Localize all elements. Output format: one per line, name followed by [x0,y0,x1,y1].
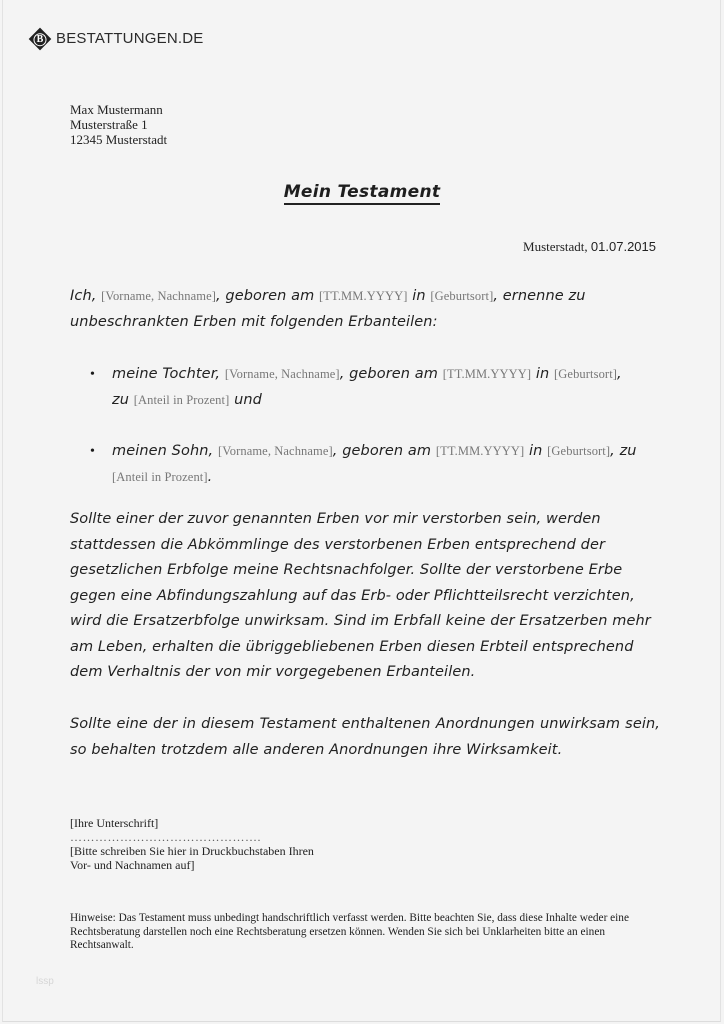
heir-text: , [617,366,622,382]
intro-text: Ich, [70,288,97,304]
bullet-icon: • [90,367,95,382]
placeholder-birthplace: [Geburtsort] [430,289,494,303]
signature-label: [Ihre Unterschrift] [70,816,159,830]
date-line [523,239,656,255]
document-title: Mein Testament [284,182,441,205]
sender-street: Musterstraße 1 [70,117,148,132]
placeholder-birthdate: [TT.MM.YYYY] [442,367,532,381]
date-value: 01.07.2015 [590,239,656,254]
placeholder-name: [Vorname, Nachname] [217,444,333,458]
intro-text: , ernenne zu unbeschrankten Erben mit folgenden Erbanteilen: [70,288,586,330]
placeholder-share: [Anteil in Prozent] [112,469,208,484]
intro-text: in [412,288,426,304]
heir-text: zu [112,391,130,408]
placeholder-birthplace: [Geburtsort] [547,444,611,458]
diamond-logo-icon: B [29,27,52,50]
placeholder-name: [Vorname, Nachname] [224,367,340,381]
brand-name: BESTATTUNGEN.DE [56,30,204,47]
signature-line: ………………………………………. [70,830,261,844]
brand-logo [32,30,203,47]
placeholder-name: [Vorname, Nachname] [101,289,216,303]
heir-list-item [90,439,660,490]
intro-paragraph [70,284,660,335]
heir-text: , geboren am [339,366,438,382]
placeholder-share: [Anteil in Prozent] [133,392,230,407]
document-title-wrap [0,182,724,202]
heir-text: , zu [610,443,637,459]
sender-address [70,102,167,147]
print-name-instruction-2: Vor- und Nachnamen auf] [70,858,195,872]
heir-text: in [529,443,543,459]
severability-paragraph: Sollte eine der in diesem Testament enthaltenen Anordnungen unwirksam sein, so behalten trotzdem alle anderen Anordnungen ihre Wirksamkeit. [70,716,660,758]
heir-text: , geboren am [332,443,432,459]
substitution-paragraph: Sollte einer der zuvor genannten Erben vor mir verstorben sein, werden stattdessen die Abkömmlinge des verstorbenen Erben entsprechend der gesetzlichen Erbfolge meine Rechtsnachfolger. Sollte der verstorbene Erbe gegen eine Abfindungszahlung auf das Erb- oder Pflichtteilsrecht verzichten, wird die Ersatzerbfolge unwirksam. Sind im Erbfall keine der Ersatzerben mehr am Leben, erhalten die übriggebliebenen Erben diesen Erbteil entsprechend dem Verhaltnis der von mir vorgegebenen Erbanteilen. [70,511,651,680]
placeholder-birthplace: [Geburtsort] [554,367,618,381]
heir-text: meinen Sohn, [112,443,214,459]
heir-text: meine Tochter, [112,366,221,382]
sender-name: Max Mustermann [70,102,163,117]
heir-text: und [234,391,262,408]
date-place: Musterstadt, [523,239,588,254]
heir-text: . [207,468,213,485]
legal-notice: Hinweise: Das Testament muss unbedingt handschriftlich verfasst werden. Bitte beachten Sie, dass diese Inhalte weder eine Rechtsberatung darstellen noch eine Rechtsberatung ersetzen können. Wenden Sie sich bei Unklarheiten bitte an einen Rechtsanwalt. [70,912,629,951]
print-name-instruction: [Bitte schreiben Sie hier in Druckbuchstaben Ihren [70,844,314,858]
signature-block [70,816,314,872]
placeholder-birthdate: [TT.MM.YYYY] [319,289,408,303]
heir-text: in [535,366,550,382]
placeholder-birthdate: [TT.MM.YYYY] [435,444,525,458]
bullet-icon: • [90,444,95,459]
intro-text: , geboren am [216,288,315,304]
heir-list-item [90,362,660,413]
sender-city: 12345 Musterstadt [70,132,168,147]
watermark: lssp [36,976,54,987]
